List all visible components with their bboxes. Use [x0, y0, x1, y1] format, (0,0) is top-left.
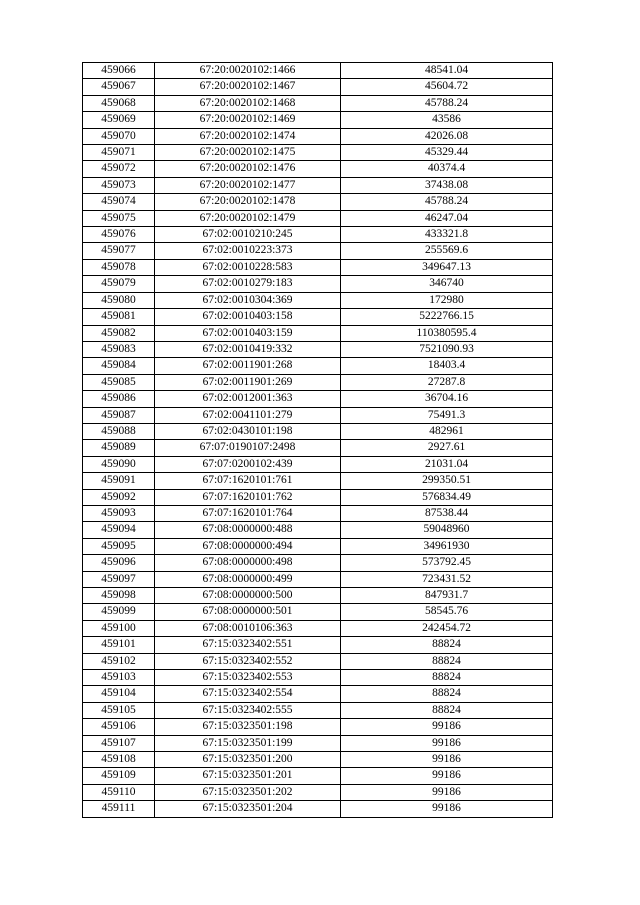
table-row [83, 489, 553, 505]
cadastral-number-cell: 67:02:0010210:245 [155, 227, 341, 243]
table-row [83, 243, 553, 259]
table-row [83, 571, 553, 587]
table-row [83, 341, 553, 357]
row-number-cell: 459080 [83, 292, 155, 308]
value-cell: 723431.52 [341, 571, 553, 587]
cadastral-number-cell: 67:15:0323501:198 [155, 719, 341, 735]
value-cell: 75491.3 [341, 407, 553, 423]
table-row [83, 128, 553, 144]
table-row [83, 177, 553, 193]
cadastral-number-cell: 67:20:0020102:1466 [155, 63, 341, 79]
cadastral-number-cell: 67:20:0020102:1474 [155, 128, 341, 144]
row-number-cell: 459083 [83, 341, 155, 357]
row-number-cell: 459070 [83, 128, 155, 144]
data-table [82, 62, 553, 818]
cadastral-number-cell: 67:15:0323501:202 [155, 784, 341, 800]
table-row [83, 637, 553, 653]
table-row [83, 161, 553, 177]
row-number-cell: 459076 [83, 227, 155, 243]
cadastral-number-cell: 67:15:0323501:199 [155, 735, 341, 751]
row-number-cell: 459087 [83, 407, 155, 423]
row-number-cell: 459066 [83, 63, 155, 79]
cadastral-number-cell: 67:02:0011901:269 [155, 374, 341, 390]
table-body [83, 63, 553, 818]
row-number-cell: 459111 [83, 801, 155, 817]
table-row [83, 473, 553, 489]
row-number-cell: 459105 [83, 702, 155, 718]
row-number-cell: 459072 [83, 161, 155, 177]
table-row [83, 653, 553, 669]
table-row [83, 112, 553, 128]
cadastral-number-cell: 67:02:0041101:279 [155, 407, 341, 423]
value-cell: 99186 [341, 768, 553, 784]
cadastral-number-cell: 67:15:0323501:201 [155, 768, 341, 784]
row-number-cell: 459075 [83, 210, 155, 226]
row-number-cell: 459107 [83, 735, 155, 751]
row-number-cell: 459090 [83, 456, 155, 472]
row-number-cell: 459085 [83, 374, 155, 390]
row-number-cell: 459088 [83, 423, 155, 439]
row-number-cell: 459086 [83, 391, 155, 407]
value-cell: 40374.4 [341, 161, 553, 177]
cadastral-number-cell: 67:08:0010106:363 [155, 620, 341, 636]
cadastral-number-cell: 67:15:0323402:551 [155, 637, 341, 653]
table-row [83, 63, 553, 79]
table-row [83, 358, 553, 374]
table-row [83, 620, 553, 636]
table-row [83, 555, 553, 571]
value-cell: 45604.72 [341, 79, 553, 95]
row-number-cell: 459104 [83, 686, 155, 702]
cadastral-number-cell: 67:02:0012001:363 [155, 391, 341, 407]
cadastral-number-cell: 67:08:0000000:488 [155, 522, 341, 538]
table-row [83, 505, 553, 521]
value-cell: 255569.6 [341, 243, 553, 259]
value-cell: 2927.61 [341, 440, 553, 456]
cadastral-number-cell: 67:07:0200102:439 [155, 456, 341, 472]
table-row [83, 719, 553, 735]
table-row [83, 768, 553, 784]
value-cell: 99186 [341, 719, 553, 735]
row-number-cell: 459084 [83, 358, 155, 374]
cadastral-number-cell: 67:02:0010279:183 [155, 276, 341, 292]
row-number-cell: 459091 [83, 473, 155, 489]
table-row [83, 588, 553, 604]
cadastral-number-cell: 67:08:0000000:501 [155, 604, 341, 620]
cadastral-number-cell: 67:20:0020102:1475 [155, 145, 341, 161]
table-row [83, 735, 553, 751]
cadastral-number-cell: 67:20:0020102:1467 [155, 79, 341, 95]
table-row [83, 259, 553, 275]
table-row [83, 423, 553, 439]
cadastral-number-cell: 67:07:1620101:764 [155, 505, 341, 521]
row-number-cell: 459102 [83, 653, 155, 669]
value-cell: 87538.44 [341, 505, 553, 521]
value-cell: 433321.8 [341, 227, 553, 243]
value-cell: 45329.44 [341, 145, 553, 161]
row-number-cell: 459096 [83, 555, 155, 571]
cadastral-number-cell: 67:20:0020102:1477 [155, 177, 341, 193]
table-row [83, 391, 553, 407]
row-number-cell: 459093 [83, 505, 155, 521]
value-cell: 847931.7 [341, 588, 553, 604]
row-number-cell: 459101 [83, 637, 155, 653]
cadastral-number-cell: 67:20:0020102:1478 [155, 194, 341, 210]
value-cell: 21031.04 [341, 456, 553, 472]
cadastral-number-cell: 67:08:0000000:500 [155, 588, 341, 604]
row-number-cell: 459081 [83, 309, 155, 325]
row-number-cell: 459078 [83, 259, 155, 275]
row-number-cell: 459073 [83, 177, 155, 193]
cadastral-number-cell: 67:02:0010419:332 [155, 341, 341, 357]
value-cell: 27287.8 [341, 374, 553, 390]
cadastral-number-cell: 67:15:0323501:204 [155, 801, 341, 817]
cadastral-number-cell: 67:02:0430101:198 [155, 423, 341, 439]
cadastral-number-cell: 67:02:0010223:373 [155, 243, 341, 259]
value-cell: 299350.51 [341, 473, 553, 489]
value-cell: 58545.76 [341, 604, 553, 620]
row-number-cell: 459097 [83, 571, 155, 587]
row-number-cell: 459071 [83, 145, 155, 161]
row-number-cell: 459077 [83, 243, 155, 259]
row-number-cell: 459082 [83, 325, 155, 341]
table-row [83, 784, 553, 800]
cadastral-number-cell: 67:02:0011901:268 [155, 358, 341, 374]
value-cell: 46247.04 [341, 210, 553, 226]
cadastral-number-cell: 67:07:1620101:761 [155, 473, 341, 489]
value-cell: 7521090.93 [341, 341, 553, 357]
row-number-cell: 459068 [83, 95, 155, 111]
value-cell: 45788.24 [341, 95, 553, 111]
value-cell: 5222766.15 [341, 309, 553, 325]
table-row [83, 604, 553, 620]
value-cell: 59048960 [341, 522, 553, 538]
row-number-cell: 459094 [83, 522, 155, 538]
value-cell: 99186 [341, 801, 553, 817]
row-number-cell: 459110 [83, 784, 155, 800]
table-row [83, 456, 553, 472]
value-cell: 36704.16 [341, 391, 553, 407]
cadastral-number-cell: 67:15:0323402:554 [155, 686, 341, 702]
value-cell: 110380595.4 [341, 325, 553, 341]
table-row [83, 538, 553, 554]
row-number-cell: 459108 [83, 752, 155, 768]
table-row [83, 227, 553, 243]
value-cell: 172980 [341, 292, 553, 308]
value-cell: 242454.72 [341, 620, 553, 636]
table-row [83, 440, 553, 456]
row-number-cell: 459103 [83, 670, 155, 686]
table-row [83, 670, 553, 686]
table-row [83, 801, 553, 817]
value-cell: 573792.45 [341, 555, 553, 571]
cadastral-number-cell: 67:15:0323501:200 [155, 752, 341, 768]
cadastral-number-cell: 67:07:1620101:762 [155, 489, 341, 505]
cadastral-number-cell: 67:02:0010403:158 [155, 309, 341, 325]
value-cell: 88824 [341, 702, 553, 718]
row-number-cell: 459106 [83, 719, 155, 735]
table-row [83, 309, 553, 325]
cadastral-number-cell: 67:02:0010228:583 [155, 259, 341, 275]
table-row [83, 522, 553, 538]
table-row [83, 210, 553, 226]
table-row [83, 686, 553, 702]
row-number-cell: 459095 [83, 538, 155, 554]
table-row [83, 702, 553, 718]
row-number-cell: 459092 [83, 489, 155, 505]
row-number-cell: 459089 [83, 440, 155, 456]
value-cell: 18403.4 [341, 358, 553, 374]
row-number-cell: 459069 [83, 112, 155, 128]
row-number-cell: 459100 [83, 620, 155, 636]
value-cell: 48541.04 [341, 63, 553, 79]
table-row [83, 374, 553, 390]
value-cell: 482961 [341, 423, 553, 439]
table-row [83, 292, 553, 308]
value-cell: 346740 [341, 276, 553, 292]
cadastral-number-cell: 67:20:0020102:1476 [155, 161, 341, 177]
value-cell: 43586 [341, 112, 553, 128]
value-cell: 99186 [341, 784, 553, 800]
table-row [83, 752, 553, 768]
cadastral-number-cell: 67:02:0010403:159 [155, 325, 341, 341]
row-number-cell: 459098 [83, 588, 155, 604]
cadastral-number-cell: 67:15:0323402:553 [155, 670, 341, 686]
value-cell: 88824 [341, 637, 553, 653]
value-cell: 349647.13 [341, 259, 553, 275]
table-row [83, 276, 553, 292]
value-cell: 99186 [341, 735, 553, 751]
value-cell: 88824 [341, 670, 553, 686]
cadastral-number-cell: 67:15:0323402:552 [155, 653, 341, 669]
value-cell: 88824 [341, 686, 553, 702]
table-row [83, 325, 553, 341]
cadastral-number-cell: 67:08:0000000:499 [155, 571, 341, 587]
value-cell: 34961930 [341, 538, 553, 554]
value-cell: 88824 [341, 653, 553, 669]
row-number-cell: 459109 [83, 768, 155, 784]
value-cell: 99186 [341, 752, 553, 768]
cadastral-number-cell: 67:20:0020102:1469 [155, 112, 341, 128]
table-row [83, 145, 553, 161]
cadastral-number-cell: 67:08:0000000:494 [155, 538, 341, 554]
row-number-cell: 459079 [83, 276, 155, 292]
cadastral-number-cell: 67:07:0190107:2498 [155, 440, 341, 456]
cadastral-number-cell: 67:20:0020102:1479 [155, 210, 341, 226]
row-number-cell: 459067 [83, 79, 155, 95]
row-number-cell: 459074 [83, 194, 155, 210]
cadastral-number-cell: 67:15:0323402:555 [155, 702, 341, 718]
table-row [83, 95, 553, 111]
cadastral-number-cell: 67:08:0000000:498 [155, 555, 341, 571]
table-row [83, 194, 553, 210]
table-row [83, 407, 553, 423]
value-cell: 37438.08 [341, 177, 553, 193]
table-row [83, 79, 553, 95]
row-number-cell: 459099 [83, 604, 155, 620]
value-cell: 42026.08 [341, 128, 553, 144]
value-cell: 576834.49 [341, 489, 553, 505]
value-cell: 45788.24 [341, 194, 553, 210]
cadastral-number-cell: 67:02:0010304:369 [155, 292, 341, 308]
cadastral-number-cell: 67:20:0020102:1468 [155, 95, 341, 111]
